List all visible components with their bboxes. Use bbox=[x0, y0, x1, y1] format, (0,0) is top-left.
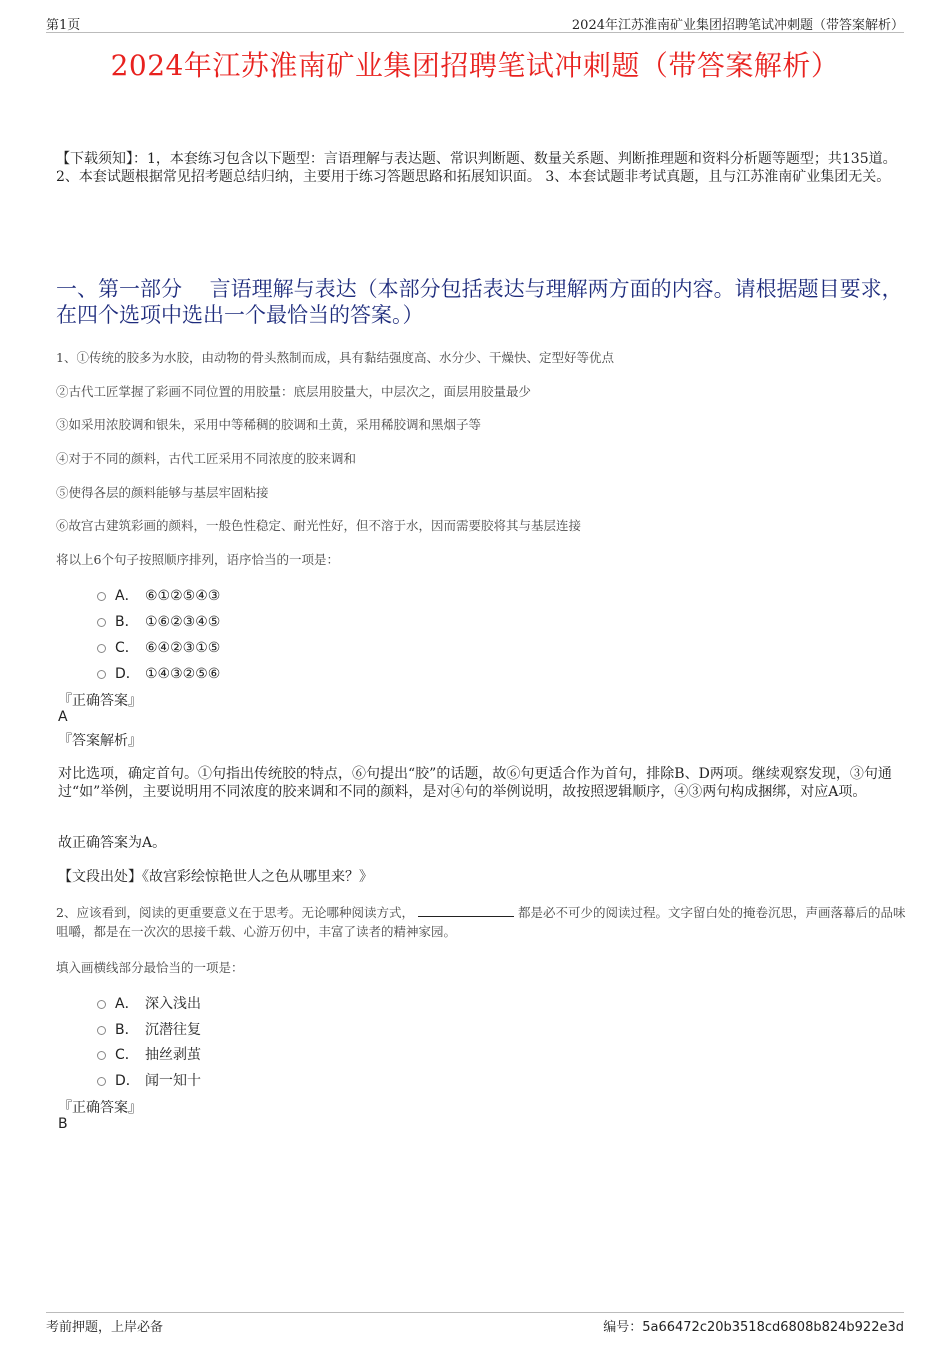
page-title: 2024年江苏淮南矿业集团招聘笔试冲刺题（带答案解析） bbox=[110, 49, 840, 82]
q2-option-b[interactable] bbox=[97, 1019, 201, 1039]
option-letter: A． bbox=[115, 996, 139, 1012]
option-value: 抽丝剥茧 bbox=[145, 1047, 201, 1063]
option-letter: D． bbox=[115, 666, 140, 682]
option-value: ①④③②⑤⑥ bbox=[145, 666, 221, 682]
radio-icon[interactable] bbox=[97, 618, 106, 627]
radio-icon[interactable] bbox=[97, 1077, 106, 1086]
page-number: 第1页 bbox=[46, 18, 81, 33]
option-letter: A． bbox=[115, 588, 139, 604]
fill-blank-line bbox=[418, 906, 514, 917]
q2-stem-start: 2、应该看到，阅读的更重要意义在于思考。无论哪种阅读方式， bbox=[56, 905, 414, 920]
q1-sentence-2: ②古代工匠掌握了彩画不同位置的用胶量：底层用胶量大，中层次之，面层用胶量最少 bbox=[56, 384, 532, 399]
q2-option-a[interactable] bbox=[97, 993, 201, 1013]
q1-option-d[interactable] bbox=[97, 663, 220, 683]
q2-answer-label: 『正确答案』 bbox=[58, 1100, 142, 1116]
q1-answer: A bbox=[58, 709, 68, 725]
footer-code bbox=[603, 1316, 904, 1335]
q2-answer: B bbox=[58, 1116, 68, 1132]
q1-option-c[interactable] bbox=[97, 637, 220, 657]
q1-sentence-3: ③如采用浓胶调和银朱，采用中等稀稠的胶调和土黄，采用稀胶调和黑烟子等 bbox=[56, 417, 482, 432]
header-doc-title: 2024年江苏淮南矿业集团招聘笔试冲刺题（带答案解析） bbox=[571, 18, 904, 33]
q2-option-d[interactable] bbox=[97, 1070, 201, 1090]
option-letter: C． bbox=[115, 640, 139, 656]
radio-icon[interactable] bbox=[97, 1000, 106, 1009]
q2-stem bbox=[56, 903, 906, 941]
radio-icon[interactable] bbox=[97, 592, 106, 601]
q1-option-a[interactable] bbox=[97, 585, 220, 605]
q2-stem-end: 都是必不可少的阅读过程。文字留白处的掩卷沉思，声画落幕后的品味咀嚼，都是在一次次的思接千载、心游万仞中，丰富了读者的精神家园。 bbox=[56, 905, 906, 939]
option-letter: B． bbox=[115, 1022, 139, 1038]
q1-analysis-label: 『答案解析』 bbox=[58, 733, 142, 749]
download-notice: 【下载须知】：1，本套练习包含以下题型：言语理解与表达题、常识判断题、数量关系题、判断推理题和资料分析题等题型；共135道。 2、本套试题根据常见招考题总结归纳，主要用于练习答题思路和拓展知识面。 3、本套试题非考试真题，且与江苏淮南矿业集团无关。 bbox=[56, 151, 897, 185]
option-value: 闻一知十 bbox=[145, 1073, 201, 1089]
radio-icon[interactable] bbox=[97, 1051, 106, 1060]
header-divider bbox=[46, 32, 904, 33]
option-value: ①⑥②③④⑤ bbox=[145, 614, 221, 630]
option-letter: B． bbox=[115, 614, 139, 630]
option-letter: C． bbox=[115, 1047, 139, 1063]
footer-divider bbox=[46, 1312, 904, 1313]
radio-icon[interactable] bbox=[97, 670, 106, 679]
section-heading: 一、第一部分 言语理解与表达（本部分包括表达与理解两方面的内容。请根据题目要求，在四个选项中选出一个最恰当的答案。） bbox=[56, 277, 903, 327]
q1-conclusion: 故正确答案为A。 bbox=[58, 835, 167, 851]
option-value: 深入浅出 bbox=[145, 996, 201, 1012]
q1-sentence-6: ⑥故宫古建筑彩画的颜料，一般色性稳定、耐光性好，但不溶于水，因而需要胶将其与基层连接 bbox=[56, 518, 582, 533]
radio-icon[interactable] bbox=[97, 1026, 106, 1035]
option-value: ⑥①②⑤④③ bbox=[145, 588, 221, 604]
q1-sentence-5: ⑤使得各层的颜料能够与基层牢固粘接 bbox=[56, 485, 269, 500]
footer-slogan: 考前押题，上岸必备 bbox=[46, 1320, 164, 1335]
q1-answer-label: 『正确答案』 bbox=[58, 693, 142, 709]
footer-code-value: 5a66472c20b3518cd6808b824b922e3d bbox=[642, 1320, 904, 1335]
q1-sentence-4: ④对于不同的颜料，古代工匠采用不同浓度的胶来调和 bbox=[56, 451, 357, 466]
q1-prompt: 将以上6个句子按照顺序排列，语序恰当的一项是： bbox=[56, 552, 339, 567]
footer-code-label: 编号： bbox=[603, 1320, 643, 1335]
radio-icon[interactable] bbox=[97, 644, 106, 653]
option-letter: D． bbox=[115, 1073, 140, 1089]
q1-source: 【文段出处】《故宫彩绘惊艳世人之色从哪里来？》 bbox=[58, 869, 373, 885]
q2-option-c[interactable] bbox=[97, 1044, 201, 1064]
q2-prompt: 填入画横线部分最恰当的一项是： bbox=[56, 960, 244, 975]
option-value: 沉潜往复 bbox=[145, 1022, 201, 1038]
q1-analysis: 对比选项，确定首句。①句指出传统胶的特点，⑥句提出“胶”的话题，故⑥句更适合作为首句，排除B、D两项。继续观察发现，③句通过“如”举例，主要说明用不同浓度的胶来调和不同的颜料，是对④句的举例说明，故按照逻辑顺序，④③两句构成捆绑，对应A项。 bbox=[58, 766, 892, 800]
q1-option-b[interactable] bbox=[97, 611, 220, 631]
q1-sentence-1: 1、①传统的胶多为水胶，由动物的骨头熬制而成，具有黏结强度高、水分少、干燥快、定型好等优点 bbox=[56, 350, 614, 365]
option-value: ⑥④②③①⑤ bbox=[145, 640, 221, 656]
